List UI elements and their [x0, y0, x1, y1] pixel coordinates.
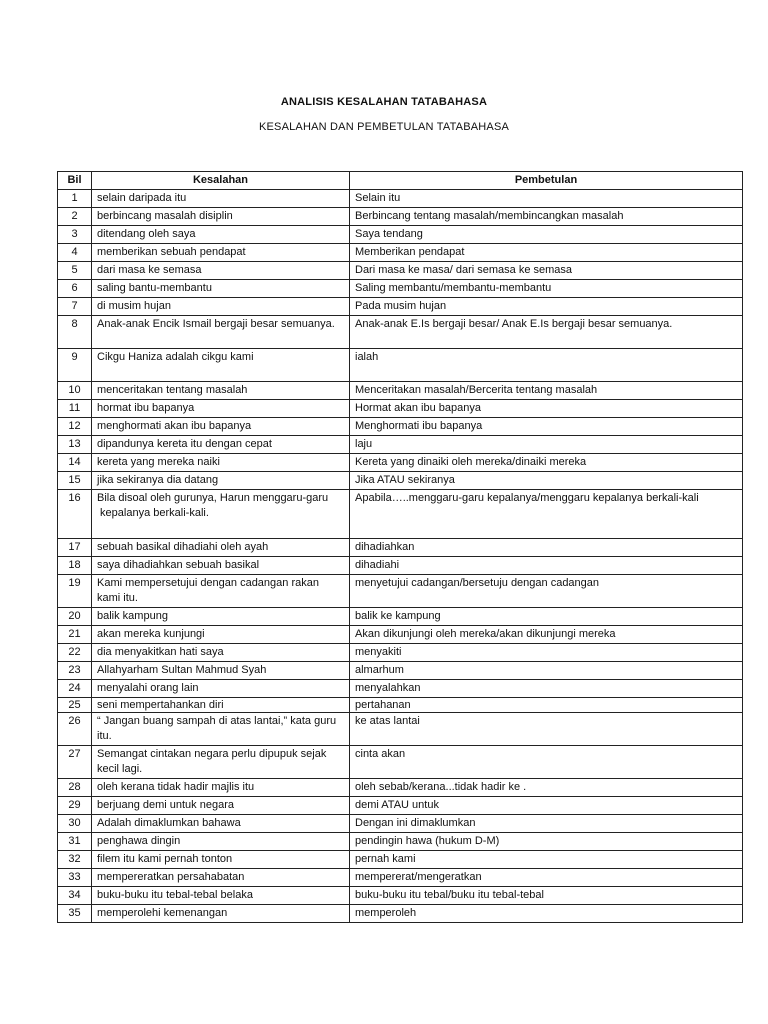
cell-bil: 18 [58, 557, 92, 575]
cell-kesalahan: “ Jangan buang sampah di atas lantai,” kata guru itu. [92, 713, 350, 746]
cell-pembetulan: oleh sebab/kerana...tidak hadir ke . [350, 779, 743, 797]
table-row [58, 208, 743, 226]
column-header-kesalahan: Kesalahan [92, 172, 350, 190]
table-row [58, 680, 743, 698]
cell-pembetulan: menyakiti [350, 644, 743, 662]
table-row [58, 472, 743, 490]
cell-bil: 35 [58, 905, 92, 923]
cell-bil: 19 [58, 575, 92, 608]
table-row [58, 490, 743, 539]
cell-kesalahan: oleh kerana tidak hadir majlis itu [92, 779, 350, 797]
table-row [58, 644, 743, 662]
cell-kesalahan: berbincang masalah disiplin [92, 208, 350, 226]
cell-bil: 8 [58, 316, 92, 349]
cell-kesalahan: seni mempertahankan diri [92, 698, 350, 713]
cell-kesalahan: Cikgu Haniza adalah cikgu kami [92, 349, 350, 382]
table-body [58, 190, 743, 923]
table-row [58, 797, 743, 815]
cell-pembetulan: laju [350, 436, 743, 454]
cell-kesalahan: akan mereka kunjungi [92, 626, 350, 644]
cell-pembetulan: ke atas lantai [350, 713, 743, 746]
cell-kesalahan: jika sekiranya dia datang [92, 472, 350, 490]
cell-pembetulan: Dengan ini dimaklumkan [350, 815, 743, 833]
cell-bil: 22 [58, 644, 92, 662]
cell-bil: 30 [58, 815, 92, 833]
cell-bil: 10 [58, 382, 92, 400]
cell-pembetulan: balik ke kampung [350, 608, 743, 626]
table-row [58, 869, 743, 887]
table-row [58, 280, 743, 298]
cell-kesalahan: saya dihadiahkan sebuah basikal [92, 557, 350, 575]
table-row [58, 575, 743, 608]
cell-pembetulan: Memberikan pendapat [350, 244, 743, 262]
table-row [58, 557, 743, 575]
cell-kesalahan: dia menyakitkan hati saya [92, 644, 350, 662]
cell-bil: 16 [58, 490, 92, 539]
cell-pembetulan: Kereta yang dinaiki oleh mereka/dinaiki mereka [350, 454, 743, 472]
cell-kesalahan: Adalah dimaklumkan bahawa [92, 815, 350, 833]
cell-bil: 27 [58, 746, 92, 779]
cell-kesalahan: memberikan sebuah pendapat [92, 244, 350, 262]
cell-bil: 32 [58, 851, 92, 869]
table-row [58, 190, 743, 208]
cell-bil: 1 [58, 190, 92, 208]
table-row [58, 713, 743, 746]
cell-bil: 17 [58, 539, 92, 557]
table-row [58, 226, 743, 244]
cell-kesalahan: Kami mempersetujui dengan cadangan rakan kami itu. [92, 575, 350, 608]
cell-kesalahan: kereta yang mereka naiki [92, 454, 350, 472]
cell-pembetulan: cinta akan [350, 746, 743, 779]
cell-pembetulan: Apabila…..menggaru-garu kepalanya/menggaru kepalanya berkali-kali [350, 490, 743, 539]
table-row [58, 418, 743, 436]
cell-kesalahan: di musim hujan [92, 298, 350, 316]
cell-pembetulan: Akan dikunjungi oleh mereka/akan dikunjungi mereka [350, 626, 743, 644]
table-row [58, 298, 743, 316]
cell-kesalahan: memperolehi kemenangan [92, 905, 350, 923]
cell-kesalahan: dipandunya kereta itu dengan cepat [92, 436, 350, 454]
cell-pembetulan: dihadiahkan [350, 539, 743, 557]
cell-kesalahan: buku-buku itu tebal-tebal belaka [92, 887, 350, 905]
table-row [58, 539, 743, 557]
table-row [58, 400, 743, 418]
cell-bil: 29 [58, 797, 92, 815]
document-subtitle: KESALAHAN DAN PEMBETULAN TATABAHASA [258, 121, 510, 133]
table-row [58, 244, 743, 262]
cell-bil: 28 [58, 779, 92, 797]
cell-pembetulan: menyetujui cadangan/bersetuju dengan cadangan [350, 575, 743, 608]
cell-pembetulan: Dari masa ke masa/ dari semasa ke semasa [350, 262, 743, 280]
cell-pembetulan: memperoleh [350, 905, 743, 923]
cell-bil: 12 [58, 418, 92, 436]
cell-kesalahan: menghormati akan ibu bapanya [92, 418, 350, 436]
table-row [58, 262, 743, 280]
cell-bil: 31 [58, 833, 92, 851]
cell-bil: 34 [58, 887, 92, 905]
cell-kesalahan: selain daripada itu [92, 190, 350, 208]
table-row [58, 779, 743, 797]
table-row [58, 662, 743, 680]
cell-pembetulan: Saya tendang [350, 226, 743, 244]
table-row [58, 698, 743, 713]
cell-bil: 23 [58, 662, 92, 680]
table-row [58, 382, 743, 400]
cell-pembetulan: Menceritakan masalah/Bercerita tentang masalah [350, 382, 743, 400]
table-row [58, 815, 743, 833]
cell-kesalahan: dari masa ke semasa [92, 262, 350, 280]
cell-kesalahan: menceritakan tentang masalah [92, 382, 350, 400]
cell-kesalahan: Bila disoal oleh gurunya, Harun menggaru-garu kepalanya berkali-kali. [92, 490, 350, 539]
cell-bil: 26 [58, 713, 92, 746]
cell-bil: 3 [58, 226, 92, 244]
cell-bil: 15 [58, 472, 92, 490]
table-row [58, 887, 743, 905]
cell-bil: 5 [58, 262, 92, 280]
cell-kesalahan: hormat ibu bapanya [92, 400, 350, 418]
cell-bil: 9 [58, 349, 92, 382]
cell-pembetulan: Pada musim hujan [350, 298, 743, 316]
cell-kesalahan: berjuang demi untuk negara [92, 797, 350, 815]
cell-pembetulan: buku-buku itu tebal/buku itu tebal-tebal [350, 887, 743, 905]
cell-kesalahan: sebuah basikal dihadiahi oleh ayah [92, 539, 350, 557]
cell-kesalahan: penghawa dingin [92, 833, 350, 851]
cell-bil: 20 [58, 608, 92, 626]
cell-pembetulan: menyalahkan [350, 680, 743, 698]
table-row [58, 454, 743, 472]
cell-pembetulan: ialah [350, 349, 743, 382]
cell-bil: 21 [58, 626, 92, 644]
cell-bil: 25 [58, 698, 92, 713]
cell-bil: 6 [58, 280, 92, 298]
cell-pembetulan: Berbincang tentang masalah/membincangkan masalah [350, 208, 743, 226]
table-row [58, 851, 743, 869]
cell-pembetulan: mempererat/mengeratkan [350, 869, 743, 887]
table-row [58, 833, 743, 851]
cell-bil: 2 [58, 208, 92, 226]
table-header-row [58, 172, 743, 190]
cell-pembetulan: Jika ATAU sekiranya [350, 472, 743, 490]
column-header-bil: Bil [58, 172, 92, 190]
cell-kesalahan: saling bantu-membantu [92, 280, 350, 298]
cell-kesalahan: balik kampung [92, 608, 350, 626]
cell-pembetulan: Saling membantu/membantu-membantu [350, 280, 743, 298]
cell-bil: 33 [58, 869, 92, 887]
table-row [58, 316, 743, 349]
cell-kesalahan: menyalahi orang lain [92, 680, 350, 698]
document-title: ANALISIS KESALAHAN TATABAHASA [280, 96, 488, 108]
cell-kesalahan: Semangat cintakan negara perlu dipupuk sejak kecil lagi. [92, 746, 350, 779]
cell-bil: 11 [58, 400, 92, 418]
column-header-pembetulan: Pembetulan [350, 172, 743, 190]
cell-pembetulan: Hormat akan ibu bapanya [350, 400, 743, 418]
cell-kesalahan: filem itu kami pernah tonton [92, 851, 350, 869]
cell-pembetulan: Menghormati ibu bapanya [350, 418, 743, 436]
cell-bil: 7 [58, 298, 92, 316]
error-correction-table [57, 171, 743, 923]
cell-pembetulan: pertahanan [350, 698, 743, 713]
table-row [58, 746, 743, 779]
table-row [58, 436, 743, 454]
table-row [58, 349, 743, 382]
cell-bil: 24 [58, 680, 92, 698]
cell-pembetulan: demi ATAU untuk [350, 797, 743, 815]
cell-kesalahan: ditendang oleh saya [92, 226, 350, 244]
table-row [58, 608, 743, 626]
cell-pembetulan: dihadiahi [350, 557, 743, 575]
cell-pembetulan: Selain itu [350, 190, 743, 208]
cell-kesalahan: Allahyarham Sultan Mahmud Syah [92, 662, 350, 680]
table-row [58, 905, 743, 923]
cell-pembetulan: Anak-anak E.Is bergaji besar/ Anak E.Is bergaji besar semuanya. [350, 316, 743, 349]
cell-bil: 13 [58, 436, 92, 454]
cell-kesalahan: Anak-anak Encik Ismail bergaji besar semuanya. [92, 316, 350, 349]
cell-bil: 4 [58, 244, 92, 262]
cell-pembetulan: pernah kami [350, 851, 743, 869]
cell-bil: 14 [58, 454, 92, 472]
table-row [58, 626, 743, 644]
cell-pembetulan: pendingin hawa (hukum D-M) [350, 833, 743, 851]
cell-kesalahan: mempereratkan persahabatan [92, 869, 350, 887]
cell-pembetulan: almarhum [350, 662, 743, 680]
